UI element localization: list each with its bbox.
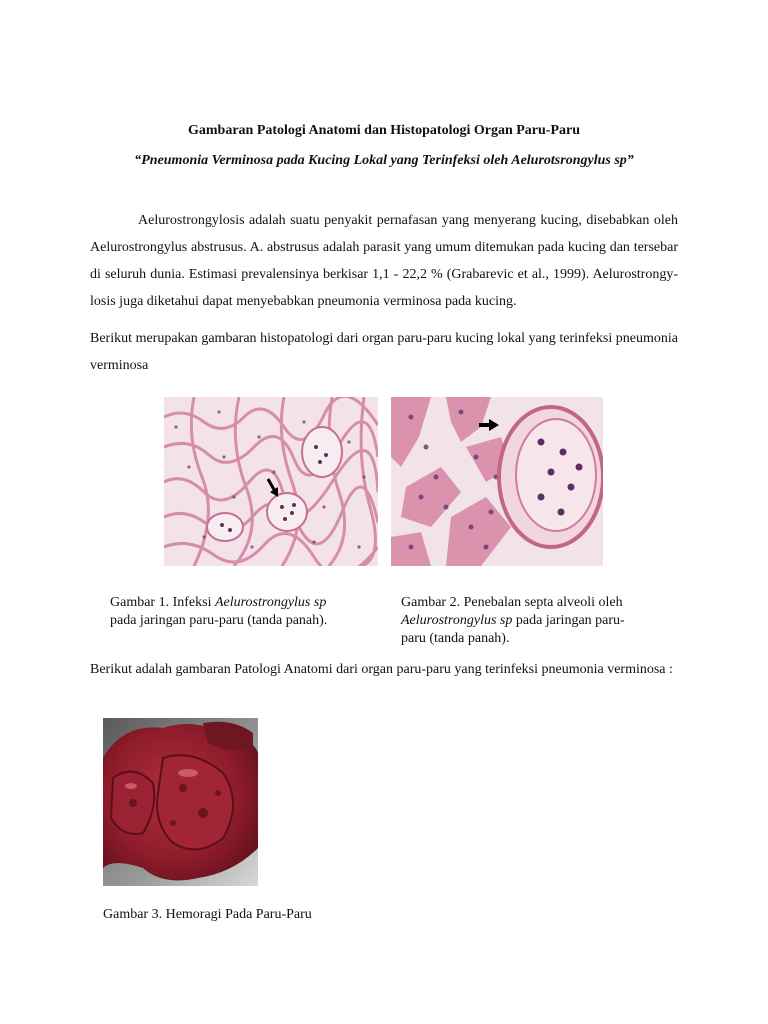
figure-3-lung-photo: [103, 718, 258, 886]
document-subtitle: “Pneumonia Verminosa pada Kucing Lokal yang Terinfeksi oleh Aelurotsrongylus sp”: [134, 153, 634, 168]
intro-paragraph: Aelurostrongylosis adalah suatu penyakit pernafasan yang menyerang kucing, disebabkan oleh Aelurostrongylus abstrusus. A. abstrusus adalah parasit yang umum ditemukan pada kucing dan tersebar di seluruh dunia. Estimasi prevalensinya berkisar 1,1 - 22,2 % (Grabarevic et al., 1999). Aelurostrongy-losis juga diketahui dapat menyebabkan pneumonia verminosa pada kucing.: [90, 213, 678, 309]
figure-1-caption: Gambar 1. Infeksi Aelurostrongylus sp pada jaringan paru-paru (tanda panah).: [110, 595, 328, 628]
figure-2-caption: Gambar 2. Penebalan septa alveoli oleh Aelurostrongylus sp pada jaringan paru- paru (tanda panah).: [401, 595, 625, 646]
figure-1-histology-image: [164, 397, 378, 566]
figure-2-histology-image: [391, 397, 603, 566]
figure-3-caption: Gambar 3. Hemoragi Pada Paru-Paru: [103, 907, 312, 922]
gross-pathology-intro-paragraph: Berikut adalah gambaran Patologi Anatomi dari organ paru-paru yang terinfeksi pneumonia verminosa :: [90, 662, 673, 677]
document-title: Gambaran Patologi Anatomi dan Histopatologi Organ Paru-Paru: [187, 123, 580, 138]
histopathology-intro-paragraph: Berikut merupakan gambaran histopatologi dari organ paru-paru kucing lokal yang terinfeksi pneumonia verminosa: [90, 331, 678, 373]
